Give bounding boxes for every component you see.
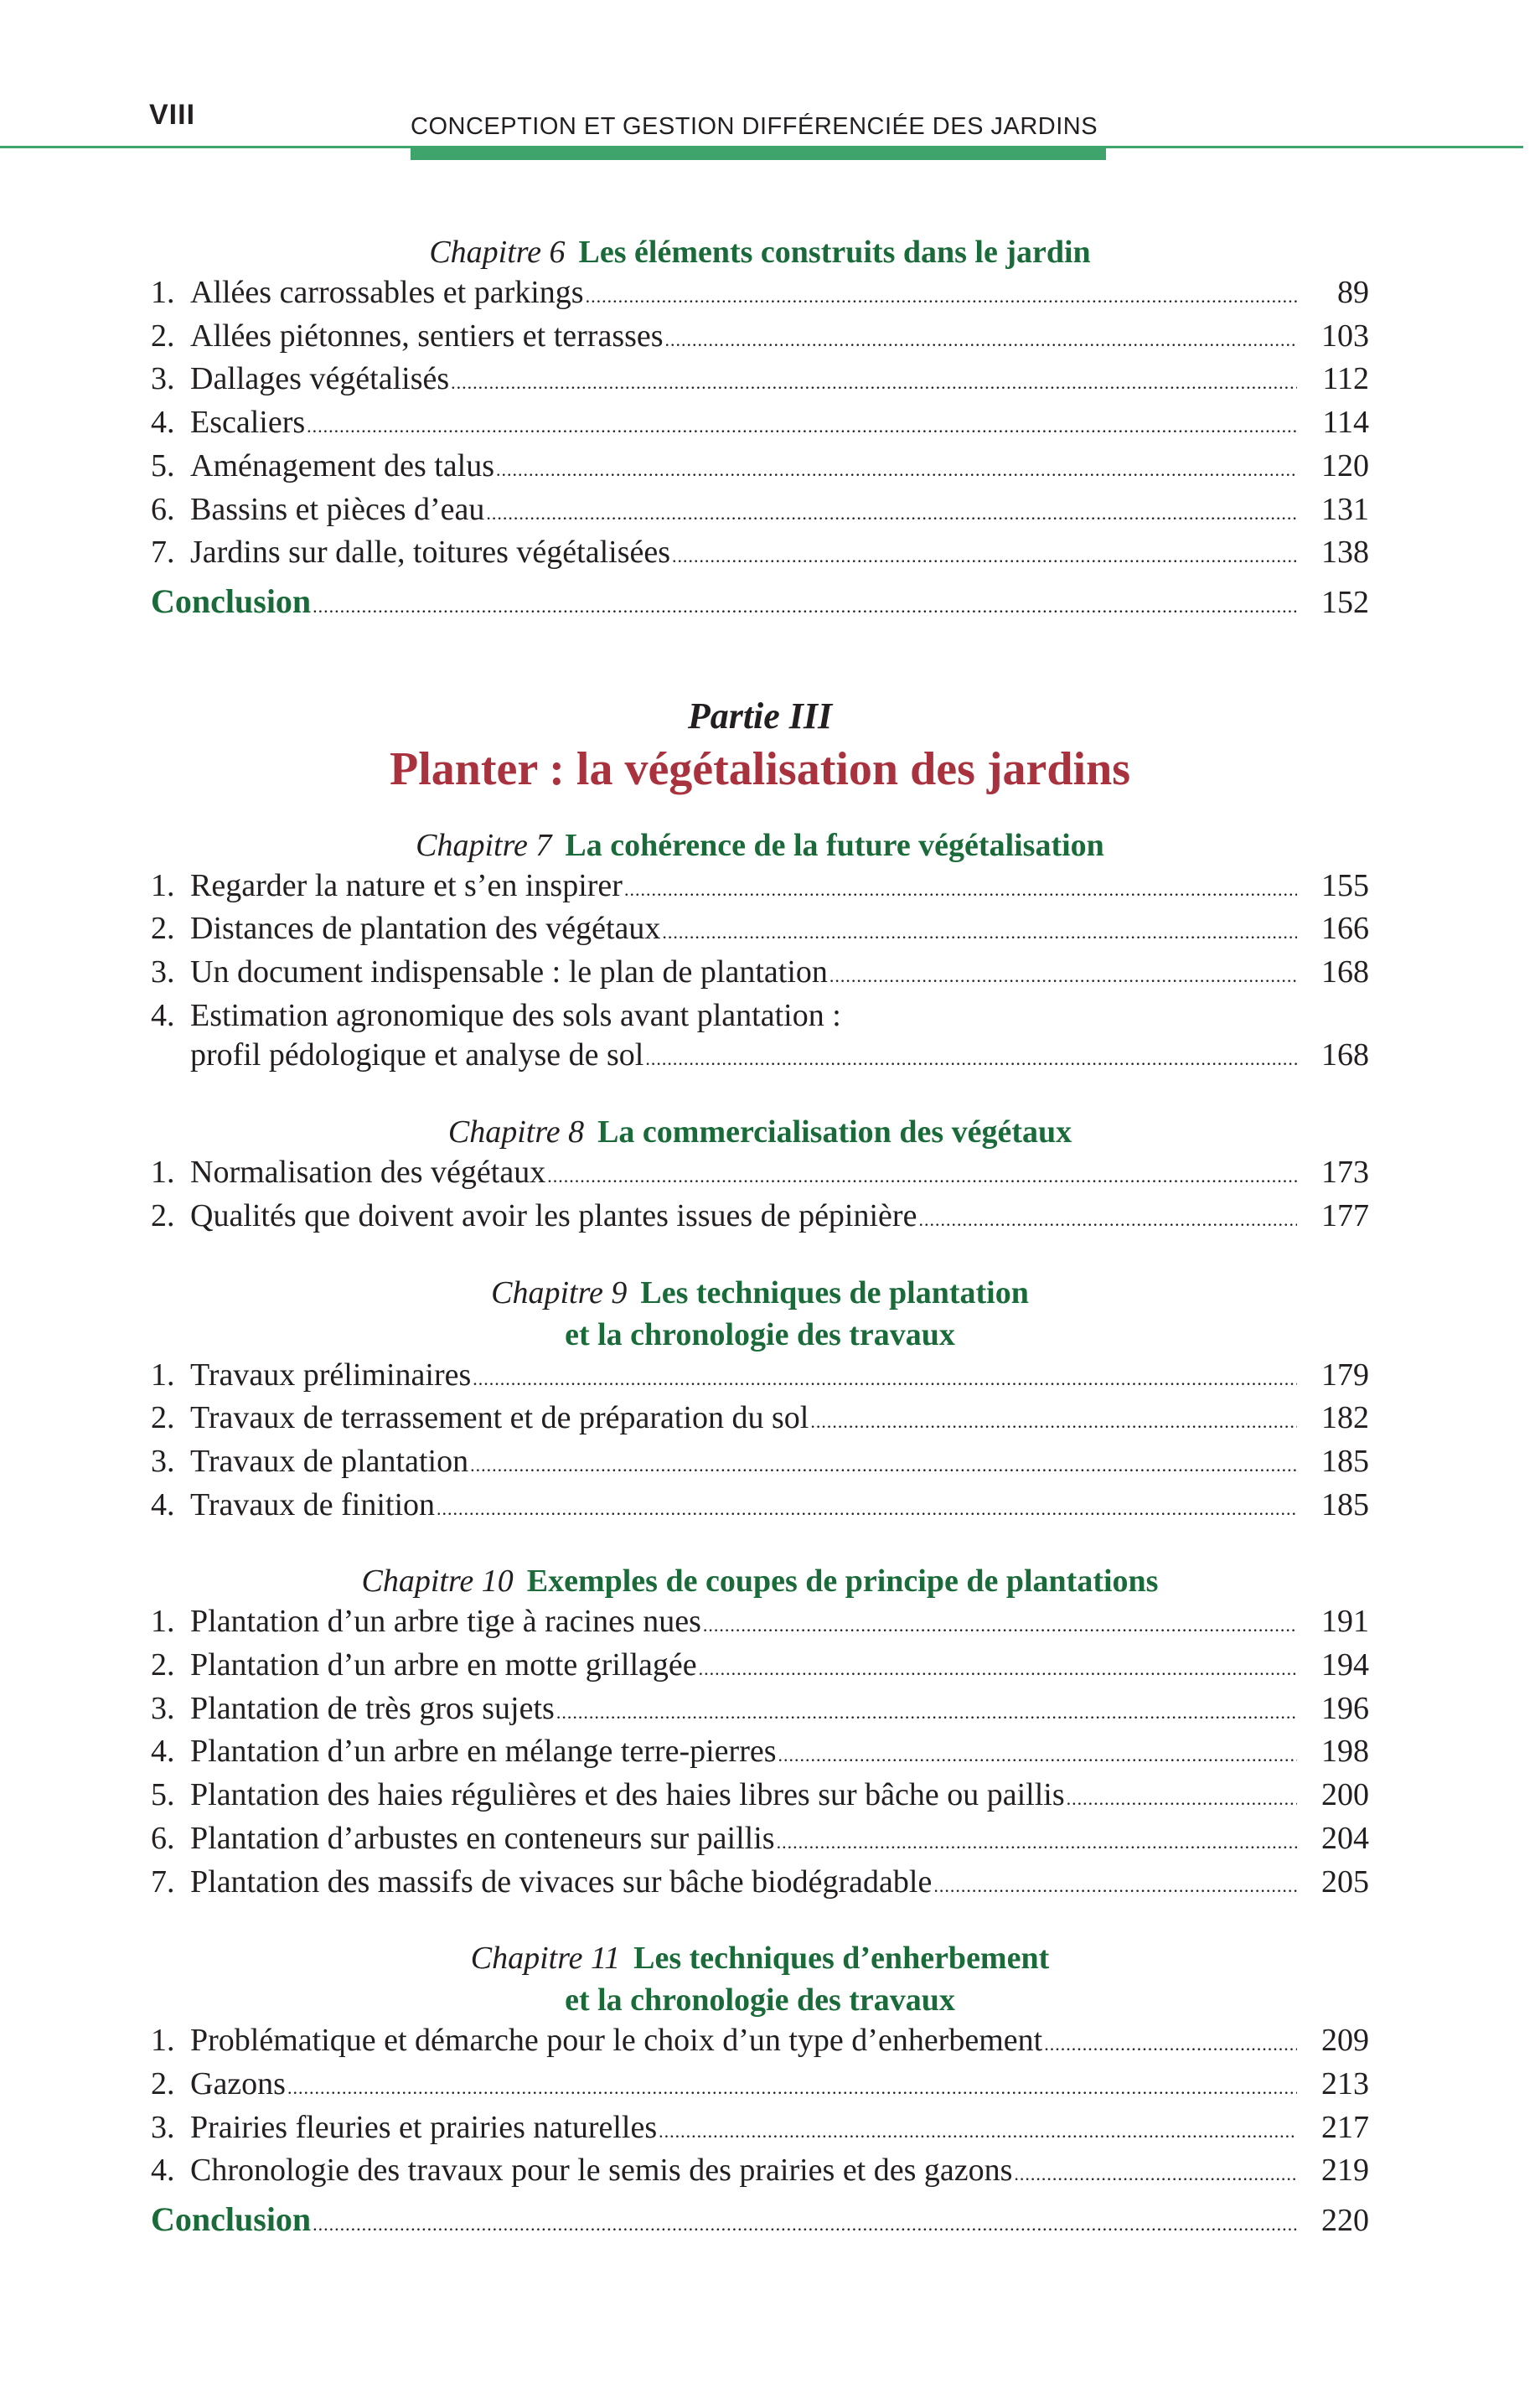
- entry-label: Escaliers: [190, 405, 306, 441]
- toc-entry[interactable]: [151, 909, 1369, 953]
- toc-entry[interactable]: [151, 1646, 1369, 1689]
- chapter-number: Chapitre 9: [491, 1274, 628, 1310]
- dot-leader: [662, 912, 1297, 953]
- dot-leader: [1067, 1779, 1297, 1819]
- table-of-contents: [151, 231, 1369, 2245]
- dot-leader: [496, 450, 1297, 490]
- dot-leader: [918, 1200, 1297, 1240]
- chapter-11-entries: [151, 2021, 1369, 2194]
- entry-label: Travaux de terrassement et de préparation du sol: [190, 1400, 809, 1436]
- toc-entry[interactable]: [151, 1689, 1369, 1733]
- entry-number: 2.: [151, 1197, 175, 1233]
- page-ref: 103: [1321, 318, 1369, 354]
- entry-label: Plantation des haies régulières et des haies libres sur bâche ou paillis: [190, 1777, 1065, 1813]
- entry-label: Problématique et démarche pour le choix d’un type d’enherbement: [190, 2023, 1043, 2059]
- entry-number: 6.: [151, 491, 175, 527]
- entry-label: Allées piétonnes, sentiers et terrasses: [190, 318, 664, 354]
- dot-leader: [810, 1402, 1297, 1442]
- entry-number: 3.: [151, 1690, 175, 1726]
- chapter-8-entries: [151, 1153, 1369, 1239]
- entry-label: Plantation d’arbustes en conteneurs sur paillis: [190, 1820, 775, 1856]
- entry-number: 5.: [151, 447, 175, 483]
- chapter-9-title: [151, 1272, 1369, 1356]
- toc-entry[interactable]: [151, 1602, 1369, 1646]
- entry-label: Bassins et pièces d’eau: [190, 491, 485, 527]
- chapter-number: Chapitre 6: [429, 235, 566, 270]
- toc-entry[interactable]: [151, 866, 1369, 910]
- running-title: CONCEPTION ET GESTION DIFFÉRENCIÉE DES JARDINS: [411, 113, 1098, 140]
- page-number: VIII: [149, 99, 196, 131]
- chapter-name-line2: et la chronologie des travaux: [565, 1982, 955, 2019]
- page-ref: 198: [1321, 1734, 1369, 1770]
- dot-leader: [473, 1359, 1297, 1399]
- chapter-name-line2: et la chronologie des travaux: [565, 1316, 955, 1352]
- page-ref: 114: [1322, 405, 1369, 441]
- toc-entry[interactable]: [151, 1036, 1369, 1079]
- chapter-name: Les techniques d’enherbement: [633, 1941, 1050, 1977]
- dot-leader: [1044, 2024, 1297, 2065]
- toc-entry-conclusion[interactable]: [151, 2199, 1369, 2245]
- entry-label: Plantation d’un arbre tige à racines nues: [190, 1604, 701, 1640]
- toc-entry[interactable]: [151, 2021, 1369, 2065]
- toc-entry[interactable]: [151, 490, 1369, 534]
- page-ref: 138: [1321, 535, 1369, 571]
- entry-label: Travaux préliminaires: [190, 1357, 472, 1393]
- entry-number: 4.: [151, 1486, 175, 1522]
- entry-number: 2.: [151, 318, 175, 354]
- toc-entry[interactable]: [151, 317, 1369, 360]
- entry-label: Travaux de plantation: [190, 1443, 469, 1479]
- entry-number: 4.: [151, 997, 175, 1033]
- dot-leader: [829, 956, 1297, 996]
- entry-number: 1.: [151, 867, 175, 903]
- toc-entry-conclusion[interactable]: [151, 582, 1369, 627]
- entry-number: 3.: [151, 2109, 175, 2145]
- chapter-11-title: [151, 1937, 1369, 2021]
- page-ref: 173: [1321, 1155, 1369, 1191]
- toc-entry[interactable]: [151, 1486, 1369, 1529]
- dot-leader: [672, 536, 1297, 576]
- chapter-7-entries: [151, 866, 1369, 996]
- toc-entry[interactable]: [151, 447, 1369, 490]
- entry-label: Prairies fleuries et prairies naturelles: [190, 2109, 658, 2145]
- entry-label: Travaux de finition: [190, 1486, 436, 1522]
- entry-number: 3.: [151, 1443, 175, 1479]
- toc-entry[interactable]: [151, 403, 1369, 447]
- dot-leader: [777, 1822, 1297, 1863]
- page-ref: 168: [1321, 1037, 1369, 1073]
- entry-label: Jardins sur dalle, toitures végétalisées: [190, 535, 671, 571]
- entry-label: Aménagement des talus: [190, 447, 495, 483]
- dot-leader: [470, 1445, 1297, 1486]
- page-ref: 209: [1321, 2023, 1369, 2059]
- dot-leader: [451, 363, 1297, 403]
- page-ref: 200: [1321, 1777, 1369, 1813]
- toc-entry[interactable]: [151, 2151, 1369, 2194]
- dot-leader: [778, 1735, 1297, 1776]
- entry-number: 6.: [151, 1820, 175, 1856]
- toc-entry[interactable]: [151, 1197, 1369, 1240]
- entry-label: Plantation des massifs de vivaces sur bâche biodégradable: [190, 1863, 933, 1900]
- toc-entry[interactable]: [151, 533, 1369, 576]
- page-ref: 196: [1321, 1690, 1369, 1726]
- entry-number: 1.: [151, 275, 175, 310]
- page-ref: 185: [1321, 1486, 1369, 1522]
- chapter-9-entries: [151, 1356, 1369, 1529]
- page-ref: 155: [1321, 867, 1369, 903]
- page-ref: 89: [1337, 275, 1369, 310]
- toc-entry[interactable]: [151, 1819, 1369, 1863]
- entry-label: Distances de plantation des végétaux: [190, 911, 661, 947]
- entry-label: Plantation de très gros sujets: [190, 1690, 555, 1726]
- page-ref: 131: [1321, 491, 1369, 527]
- conclusion-label: Conclusion: [151, 2200, 312, 2239]
- entry-number: 4.: [151, 2153, 175, 2189]
- entry-label: Qualités que doivent avoir les plantes issues de pépinière: [190, 1197, 917, 1233]
- page-ref: 217: [1321, 2109, 1369, 2145]
- toc-entry[interactable]: [151, 1398, 1369, 1442]
- page-ref: 112: [1322, 361, 1369, 397]
- chapter-name: Les éléments construits dans le jardin: [578, 235, 1091, 270]
- dot-leader: [933, 1866, 1297, 1906]
- chapter-number: Chapitre 11: [470, 1941, 621, 1977]
- chapter-10-title: [151, 1560, 1369, 1602]
- toc-entry[interactable]: [151, 2065, 1369, 2108]
- entry-number: 3.: [151, 954, 175, 990]
- dot-leader: [486, 494, 1297, 534]
- page-ref: 205: [1321, 1863, 1369, 1900]
- chapter-number: Chapitre 8: [447, 1114, 585, 1150]
- page-ref: 191: [1321, 1604, 1369, 1640]
- toc-entry[interactable]: [151, 1153, 1369, 1197]
- dot-leader: [659, 2112, 1297, 2152]
- page-ref: 185: [1321, 1443, 1369, 1479]
- entry-label: Regarder la nature et s’en inspirer: [190, 867, 623, 903]
- dot-leader: [665, 320, 1297, 360]
- dot-leader: [1014, 2154, 1297, 2194]
- entry-number: 2.: [151, 911, 175, 947]
- page-ref: 177: [1321, 1197, 1369, 1233]
- entry-label: Chronologie des travaux pour le semis des prairies et des gazons: [190, 2153, 1013, 2189]
- entry-label: Allées carrossables et parkings: [190, 275, 584, 310]
- entry-number: 2.: [151, 1400, 175, 1436]
- chapter-name: La commercialisation des végétaux: [597, 1114, 1072, 1150]
- page-ref: 120: [1321, 447, 1369, 483]
- page-ref: 179: [1321, 1357, 1369, 1393]
- entry-label: Normalisation des végétaux: [190, 1155, 546, 1191]
- chapter-number: Chapitre 10: [361, 1564, 514, 1600]
- dot-leader: [556, 1693, 1297, 1733]
- entry-number: 2.: [151, 1647, 175, 1683]
- dot-leader: [287, 2068, 1297, 2108]
- page-ref: 152: [1321, 584, 1369, 620]
- chapter-6-entries: [151, 273, 1369, 576]
- chapter-10-entries: [151, 1602, 1369, 1905]
- page-ref: 220: [1321, 2203, 1369, 2239]
- toc-entry[interactable]: [151, 1732, 1369, 1776]
- page-ref: 166: [1321, 911, 1369, 947]
- toc-entry[interactable]: [151, 953, 1369, 996]
- entry-label: Plantation d’un arbre en motte grillagée: [190, 1647, 697, 1683]
- dot-leader: [645, 1039, 1297, 1079]
- entry-number: 3.: [151, 361, 175, 397]
- chapter-name: Exemples de coupes de principe de plantations: [526, 1564, 1159, 1600]
- dot-leader: [586, 277, 1297, 317]
- dot-leader: [547, 1156, 1297, 1197]
- part-label: Partie III: [687, 695, 833, 737]
- entry-number: 7.: [151, 535, 175, 571]
- chapter-7-title: [151, 824, 1369, 866]
- toc-entry[interactable]: [151, 2108, 1369, 2152]
- conclusion-label: Conclusion: [151, 582, 312, 620]
- dot-leader: [699, 1649, 1297, 1689]
- entry-number: 1.: [151, 2023, 175, 2059]
- toc-entry[interactable]: [151, 1776, 1369, 1819]
- entry-number: 4.: [151, 1734, 175, 1770]
- entry-number: 2.: [151, 2065, 175, 2101]
- page-ref: 182: [1321, 1400, 1369, 1436]
- entry-number: 5.: [151, 1777, 175, 1813]
- entry-label: profil pédologique et analyse de sol: [190, 1037, 644, 1073]
- entry-number: 1.: [151, 1155, 175, 1191]
- toc-entry[interactable]: [151, 273, 1369, 317]
- toc-entry-line[interactable]: [151, 996, 1369, 1036]
- part-heading: [151, 692, 1369, 798]
- chapter-8-title: [151, 1111, 1369, 1153]
- page-ref: 204: [1321, 1820, 1369, 1856]
- page-ref: 213: [1321, 2065, 1369, 2101]
- dot-leader: [703, 1605, 1297, 1646]
- chapter-6-title: [151, 231, 1369, 273]
- dot-leader: [437, 1489, 1297, 1529]
- dot-leader: [313, 587, 1297, 627]
- part-title: Planter : la végétalisation des jardins: [389, 742, 1131, 795]
- page-ref: 194: [1321, 1647, 1369, 1683]
- toc-entry[interactable]: [151, 1356, 1369, 1399]
- toc-entry[interactable]: [151, 1442, 1369, 1486]
- toc-entry[interactable]: [151, 1863, 1369, 1906]
- chapter-number: Chapitre 7: [416, 827, 552, 863]
- toc-entry[interactable]: [151, 359, 1369, 403]
- chapter-name: Les techniques de plantation: [640, 1274, 1029, 1310]
- entry-label: Plantation d’un arbre en mélange terre-pierres: [190, 1734, 777, 1770]
- dot-leader: [624, 870, 1297, 910]
- entry-label: Dallages végétalisés: [190, 361, 450, 397]
- entry-number: 1.: [151, 1357, 175, 1393]
- entry-label: Un document indispensable : le plan de plantation: [190, 954, 828, 990]
- header-accent-bar: [411, 146, 1106, 160]
- entry-label: Estimation agronomique des sols avant plantation :: [190, 997, 841, 1033]
- entry-number: 7.: [151, 1863, 175, 1900]
- page-ref: 168: [1321, 954, 1369, 990]
- chapter-name: La cohérence de la future végétalisation: [565, 827, 1104, 863]
- dot-leader: [313, 2205, 1297, 2245]
- entry-label: Gazons: [190, 2065, 286, 2101]
- dot-leader: [307, 406, 1297, 447]
- page-ref: 219: [1321, 2153, 1369, 2189]
- entry-number: 1.: [151, 1604, 175, 1640]
- entry-number: 4.: [151, 405, 175, 441]
